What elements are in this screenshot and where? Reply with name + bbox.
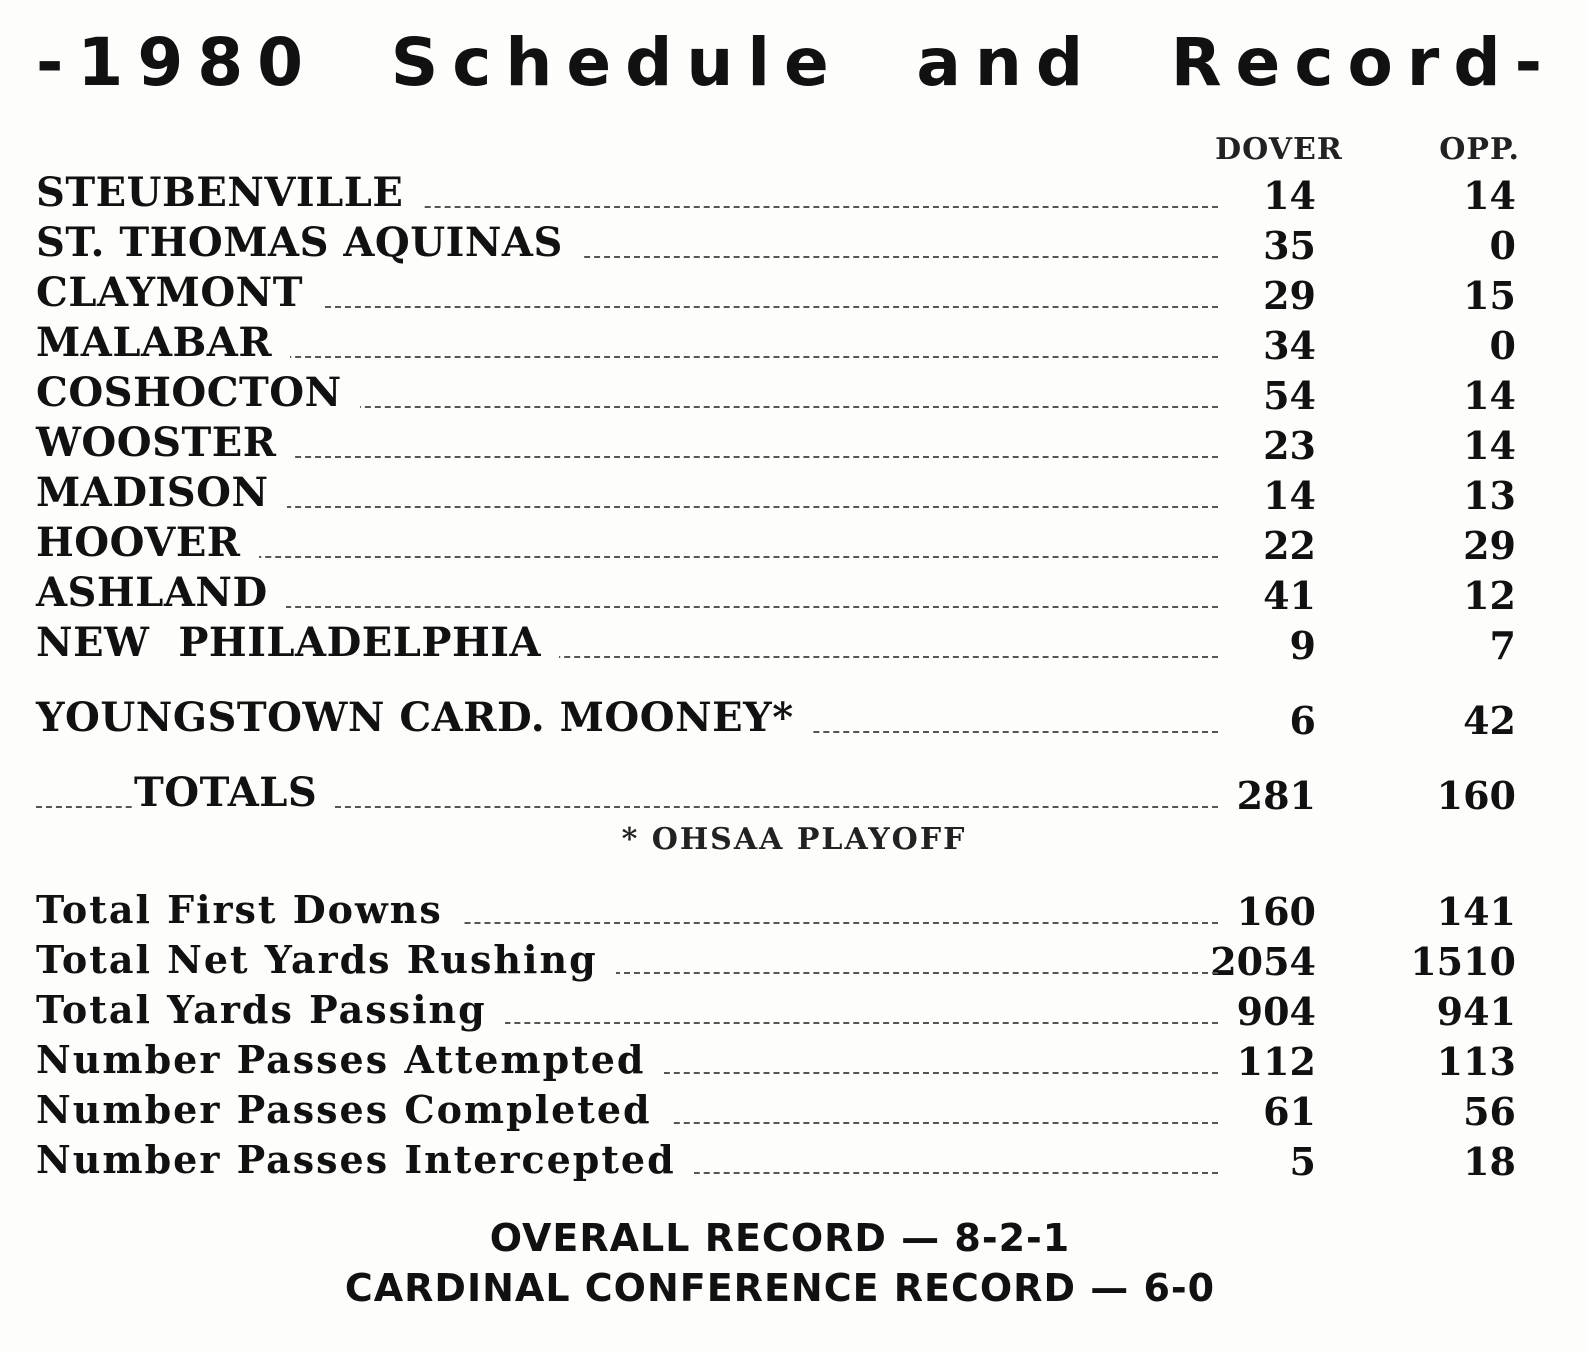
opp-stat: 1510 xyxy=(1410,939,1516,984)
overall-record: OVERALL RECORD — 8-2-1 xyxy=(489,1216,1071,1260)
conference-record: CARDINAL CONFERENCE RECORD — 6-0 xyxy=(344,1266,1216,1310)
totals-label: TOTALS xyxy=(134,769,335,816)
dover-stat: 2054 xyxy=(1210,939,1316,984)
title-word: Schedule xyxy=(390,23,843,101)
dover-stat: 5 xyxy=(1289,1139,1316,1184)
dover-total: 281 xyxy=(1236,773,1316,818)
dover-score: 14 xyxy=(1263,173,1316,218)
dover-score: 54 xyxy=(1263,373,1316,418)
opponent-name: MALABAR xyxy=(36,319,290,366)
opp-score: 0 xyxy=(1489,323,1516,368)
opponent-name: YOUNGSTOWN CARD. MOONEY* xyxy=(36,694,812,741)
opp-score: 13 xyxy=(1463,473,1516,518)
game-row xyxy=(36,270,1516,318)
opp-score: 14 xyxy=(1463,173,1516,218)
opponent-name: CLAYMONT xyxy=(36,269,321,316)
opponent-name: COSHOCTON xyxy=(36,369,360,416)
opponent-name: MADISON xyxy=(36,469,287,516)
stat-row xyxy=(36,986,1516,1034)
dover-score: 29 xyxy=(1263,273,1316,318)
dover-score: 9 xyxy=(1289,623,1316,668)
opponent-name: STEUBENVILLE xyxy=(36,169,421,216)
stat-row xyxy=(36,886,1516,934)
opp-score: 12 xyxy=(1463,573,1516,618)
title-word: and xyxy=(916,23,1098,101)
opp-stat: 56 xyxy=(1463,1089,1516,1134)
dover-score: 23 xyxy=(1263,423,1316,468)
game-row xyxy=(36,520,1516,568)
game-row xyxy=(36,620,1516,668)
dover-score: 34 xyxy=(1263,323,1316,368)
game-row xyxy=(36,370,1516,418)
column-header-opp: OPP. xyxy=(1439,132,1520,167)
stat-row xyxy=(36,936,1516,984)
opp-stat: 141 xyxy=(1436,889,1516,934)
opponent-name: ST. THOMAS AQUINAS xyxy=(36,219,581,266)
totals-row xyxy=(36,770,1516,818)
opp-total: 160 xyxy=(1436,773,1516,818)
game-row xyxy=(36,220,1516,268)
stat-label: Total Yards Passing xyxy=(36,987,505,1032)
opp-score: 15 xyxy=(1463,273,1516,318)
page-title xyxy=(36,22,1556,102)
dover-score: 41 xyxy=(1263,573,1316,618)
opp-stat: 941 xyxy=(1436,989,1516,1034)
dover-stat: 160 xyxy=(1236,889,1316,934)
stat-label: Number Passes Intercepted xyxy=(36,1137,694,1182)
game-row xyxy=(36,470,1516,518)
game-row xyxy=(36,320,1516,368)
opp-score: 14 xyxy=(1463,373,1516,418)
opp-score: 29 xyxy=(1463,523,1516,568)
game-row xyxy=(36,170,1516,218)
stat-label: Total Net Yards Rushing xyxy=(36,937,616,982)
stat-row xyxy=(36,1136,1516,1184)
dover-stat: 904 xyxy=(1236,989,1316,1034)
opponent-name: HOOVER xyxy=(36,519,259,566)
opponent-name: ASHLAND xyxy=(36,569,286,616)
opp-score: 0 xyxy=(1489,223,1516,268)
stat-label: Number Passes Attempted xyxy=(36,1037,664,1082)
playoff-row xyxy=(36,695,1516,743)
dover-stat: 61 xyxy=(1263,1089,1316,1134)
game-row xyxy=(36,420,1516,468)
dover-score: 14 xyxy=(1263,473,1316,518)
opponent-name: WOOSTER xyxy=(36,419,295,466)
stat-label: Number Passes Completed xyxy=(36,1087,670,1132)
dover-stat: 112 xyxy=(1236,1039,1316,1084)
dover-score: 6 xyxy=(1289,698,1316,743)
opp-score: 7 xyxy=(1489,623,1516,668)
playoff-footnote: * OHSAA PLAYOFF xyxy=(621,822,967,857)
dover-score: 35 xyxy=(1263,223,1316,268)
stat-row xyxy=(36,1086,1516,1134)
title-word: Record- xyxy=(1170,23,1556,101)
stat-row xyxy=(36,1036,1516,1084)
opp-stat: 113 xyxy=(1436,1039,1516,1084)
opponent-name: NEW PHILADELPHIA xyxy=(36,619,559,666)
title-word: -1980 xyxy=(36,23,318,101)
stat-label: Total First Downs xyxy=(36,887,461,932)
dover-score: 22 xyxy=(1263,523,1316,568)
opp-score: 14 xyxy=(1463,423,1516,468)
game-row xyxy=(36,570,1516,618)
column-header-dover: DOVER xyxy=(1215,132,1343,167)
opp-stat: 18 xyxy=(1463,1139,1516,1184)
opp-score: 42 xyxy=(1463,698,1516,743)
